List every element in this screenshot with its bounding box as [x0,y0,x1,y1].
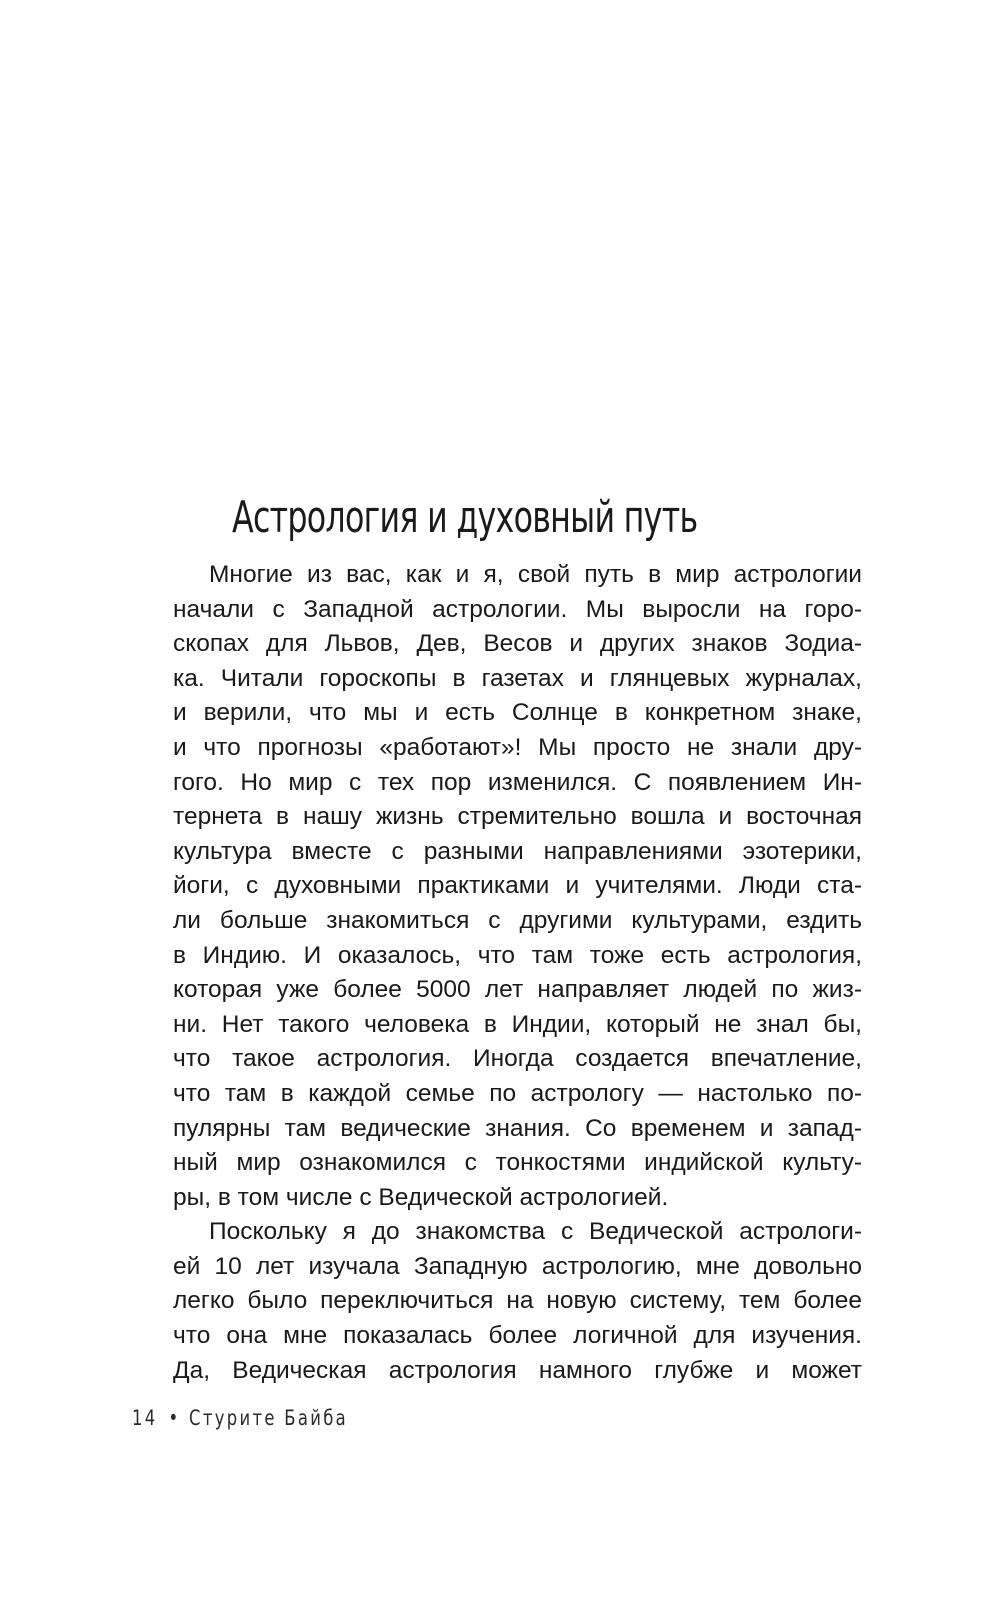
text-line: культура вместе с разными направлениями эзотерики, [173,837,862,865]
body-text [173,558,862,1388]
text-line: ни. Нет такого человека в Индии, который не знал бы, [173,1010,862,1038]
text-line: что там в каждой семье по астрологу — настолько по- [173,1079,862,1107]
text-line: в Индию. И оказалось, что там тоже есть астрология, [173,941,862,969]
text-line: легко было переключиться на новую систему, тем более [173,1287,862,1315]
text-line: Да, Ведическая астрология намного глубже и может [173,1356,862,1384]
text-line: гого. Но мир с тех пор изменился. С появлением Ин- [173,768,862,796]
text-line: ный мир ознакомился с тонкостями индийской культу- [173,1149,862,1177]
text-line: Поскольку я до знакомства с Ведической астрологи- [209,1218,862,1246]
text-line: Многие из вас, как и я, свой путь в мир астрологии [209,561,862,588]
text-line: и верили, что мы и есть Солнце в конкретном знаке, [173,699,862,727]
text-line: тернета в нашу жизнь стремительно вошла и восточная [173,803,862,831]
page-number: 14 [132,1406,158,1430]
page-footer [132,1406,348,1430]
footer-separator: • [168,1406,179,1430]
text-line: ли больше знакомиться с другими культурами, ездить [173,906,862,934]
text-line: скопах для Львов, Дев, Весов и других знаков Зодиа- [173,630,862,658]
text-line: и что прогнозы «работают»! Мы просто не знали дру- [173,733,862,761]
text-line: которая уже более 5000 лет направляет людей по жиз- [173,976,862,1004]
text-line: что такое астрология. Иногда создается впечатление, [173,1045,862,1073]
text-line: ры, в том числе с Ведической астрологией. [173,1183,669,1211]
text-line: ка. Читали гороскопы в газетах и глянцевых журналах, [173,664,862,692]
text-line: ей 10 лет изучала Западную астрологию, мне довольно [173,1252,862,1280]
chapter-heading: Астрология и духовный путь [232,492,698,543]
author-name: Стурите Байба [189,1406,349,1430]
text-line: начали с Западной астрологии. Мы выросли на горо- [173,595,862,623]
text-line: пулярны там ведические знания. Со временем и запад- [173,1114,862,1142]
text-line: йоги, с духовными практиками и учителями. Люди ста- [173,872,862,900]
text-line: что она мне показалась более логичной для изучения. [173,1322,862,1350]
